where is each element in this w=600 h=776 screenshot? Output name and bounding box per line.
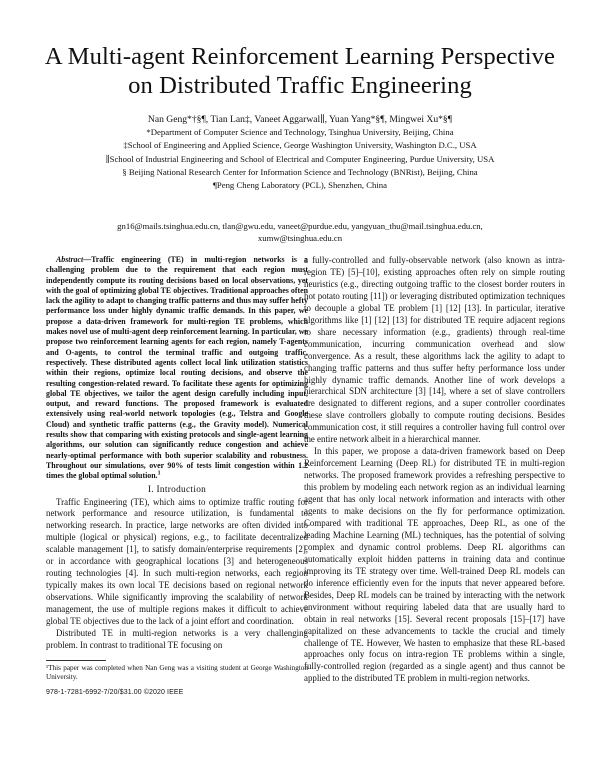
- left-column: [46, 255, 308, 696]
- copyright-notice: 978-1-7281-6992-7/20/$31.00 ©2020 IEEE: [46, 688, 184, 696]
- abstract-label: Abstract: [56, 255, 84, 264]
- abstract-footnote-mark: 1: [157, 470, 161, 477]
- affiliations: [0, 126, 600, 192]
- paper-title: [0, 42, 600, 100]
- affiliation-purdue: ∥School of Industrial Engineering and School of Electrical and Computer Engineering, Purdue University, USA: [105, 153, 495, 164]
- intro-paragraph-1: Traffic Engineering (TE), which aims to optimize traffic routing for network performance and resource utilization, is fundamental to networking research. In practice, large networks are often divided into multiple (logical or physical) regions, e.g., to facilitate decentralized scalable management [1], to satisfy domain/enterprise requirements [2], or in accordance with geographical locations [3] and heterogeneous routing technologies [4]. In such multi-region networks, each region typically makes its own local TE decisions based on regional network observations. While significantly improving the scalability of network management, the use of multiple regions makes it difficult to achieve global TE objectives due to the lack of a joint effort and coordination.: [46, 496, 308, 627]
- author-list: Nan Geng*†§¶, Tian Lan‡, Vaneet Aggarwal∥, Yuan Yang*§¶, Mingwei Xu*§¶: [147, 114, 453, 125]
- emails-line-1: gn16@mails.tsinghua.edu.cn, tlan@gwu.edu, vaneet@purdue.edu, yangyuan_thu@mail.tsinghua.edu.cn,: [117, 221, 483, 231]
- footnote-rule: [46, 660, 106, 661]
- section-heading-introduction: I. Introduction: [147, 484, 207, 495]
- right-column: [304, 255, 565, 685]
- affiliation-bnrist: § Beijing National Research Center for Information Science and Technology (BNRist), Beijing, China: [122, 166, 478, 177]
- intro-paragraph-2: Distributed TE in multi-region networks is a very challenging problem. In contrast to traditional TE focusing on: [46, 628, 308, 650]
- abstract: [46, 255, 308, 482]
- title-line-2: on Distributed Traffic Engineering: [128, 72, 472, 99]
- abstract-text: —Traffic engineering (TE) in multi-region networks is a challenging problem due to the requirement that each region must independently compute its routing decisions based on local observations, yet with the goal of optimizing global TE objectives. Traditional approaches often lack the agility to adapt to changing traffic patterns and thus may suffer hefty performance loss under highly dynamic traffic demands. In this paper, we propose a data-driven framework for multi-region TE problems, which makes novel use of multi-agent deep reinforcement learning. In particular, we propose two reinforcement learning agents for each region, namely T-agents and O-agents, to control the terminal traffic and outgoing traffic, respectively. These distributed agents collect local link utilization statistics within their regions, optimize local routing decisions, and observe the resulting congestion-related reward. To facilitate these agents for optimizing global TE objectives, we tailor the agent design carefully including input, output, and reward functions. The proposed framework is evaluated extensively using real-world network topologies (e.g., Telstra and Google Cloud) and synthetic traffic patterns (e.g., the Gravity model). Numerical results show that comparing with existing protocols and single-agent learning algorithms, our solution can significantly reduce congestion and achieve nearly-optimal performance with both superior scalability and robustness. Throughout our simulations, over 90% of tests limit congestion within 1.2 times the global optimal solution.: [46, 255, 308, 481]
- footnote: ¹This paper was completed when Nan Geng was a visiting student at George Washington University.: [46, 663, 308, 681]
- emails-line-2: xumw@tsinghua.edu.cn: [257, 233, 343, 244]
- affiliation-gwu: ‡School of Engineering and Applied Science, George Washington University, Washington D.C., USA: [123, 140, 477, 151]
- title-line-1: A Multi-agent Reinforcement Learning Perspective: [44, 43, 556, 70]
- email-list: [0, 220, 600, 244]
- right-paragraph-1: a fully-controlled and fully-observable network (also known as intra-region TE) [5]–[10], existing approaches often rely on simple routing heuristics (e.g., directing outgoing traffic to the closest border routers in hot potato routing [11]) or leveraging distributed optimization techniques to decouple a global TE problem [1] [12] [13]. In particular, iterative algorithms like [1] [12] [13] for distributed TE require adjacent regions to share necessary information (e.g., gradients) through real-time communication, incurring communication overhead and slow convergence. As a result, these algorithms lack the agility to adapt to changing traffic patterns and thus suffer hefty performance loss under highly dynamic traffic demands. Another line of work develops a hierarchical SDN architecture [3] [14], where a set of slave controllers are designated to different regions, and a super controller coordinates these slave controllers globally to compute routing decisions. Besides communication cost, it still requires a controller having full control over the entire network albeit in a hierarchical manner.: [304, 255, 565, 445]
- right-paragraph-2: In this paper, we propose a data-driven framework based on Deep Reinforcement Learning (Deep RL) for distributed TE in multi-region networks. The proposed framework provides a refreshing perspective to this problem by modeling each network region as an individual learning agent that has only local network information and interacts with other agents to make decisions on the fly for performance optimization. Compared with traditional TE approaches, Deep RL, as one of the leading Machine Learning (ML) techniques, has the potential of solving complex and dynamic control problems. Deep RL algorithms can automatically exploit hidden patterns in training data and continue improving its TE strategy over time. Well-trained Deep RL models can do inference efficiently even for the inputs that never appeared before. Besides, Deep RL models can be trained by interacting with the network environment without requiring labeled data that are usually hard to obtain in real networks [15]. Several recent proposals [15]–[17] have capitalized on these advancements to tackle the crucial and timely challenge of TE. However, We hasten to emphasize that these RL-based approaches only focus on intra-region TE problems within a single, fully-controlled region (regarded as a single agent) and thus cannot be applied to the distributed TE problem in multi-region networks.: [304, 446, 565, 684]
- affiliation-pcl: ¶Peng Cheng Laboratory (PCL), Shenzhen, China: [212, 180, 388, 191]
- affiliation-tsinghua: *Department of Computer Science and Technology, Tsinghua University, Beijing, China: [146, 127, 454, 137]
